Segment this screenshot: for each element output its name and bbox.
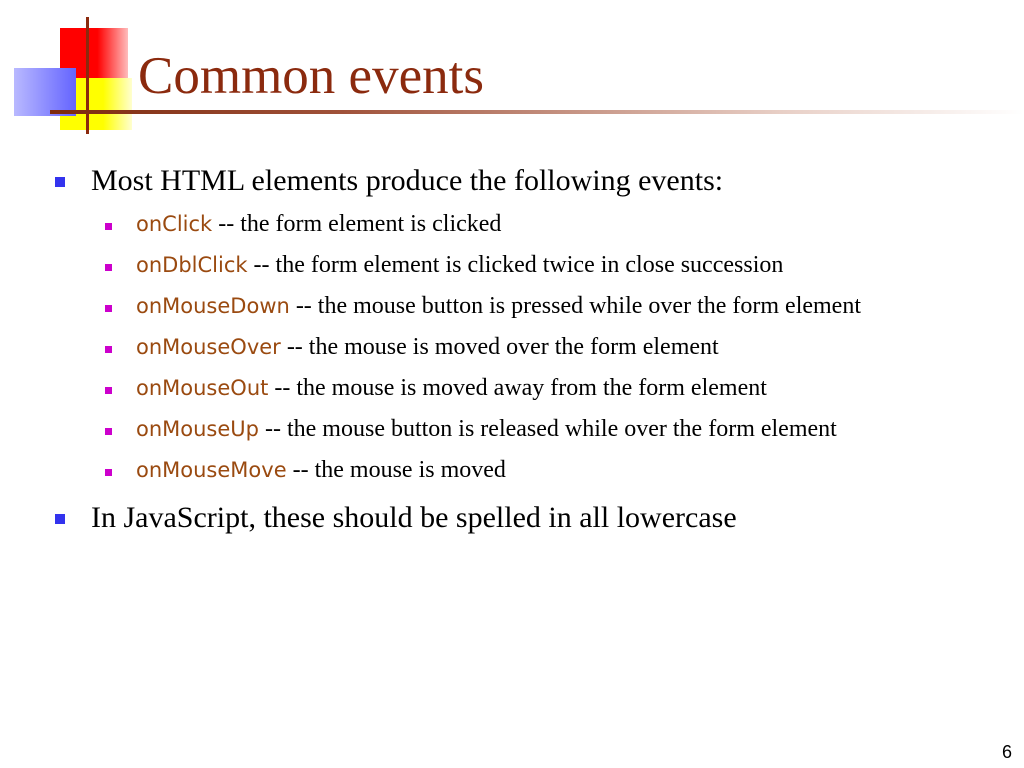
slide-title: Common events [138, 47, 484, 105]
sub-bullet-square-icon [105, 264, 112, 271]
sub-bullet-square-icon [105, 428, 112, 435]
sub-bullet-item [136, 417, 837, 441]
event-name: onMouseMove [136, 458, 287, 482]
bullet-text: In JavaScript, these should be spelled in all lowercase [91, 501, 737, 534]
event-name: onDblClick [136, 253, 248, 277]
vertical-rule-decoration [86, 17, 89, 134]
title-underline-rule [50, 110, 1024, 114]
event-name: onMouseUp [136, 417, 259, 441]
sub-bullet-item [136, 253, 783, 277]
sub-bullet-item [136, 335, 719, 359]
sub-bullet-square-icon [105, 305, 112, 312]
page-number: 6 [1001, 742, 1012, 762]
slide-logo-decoration [0, 0, 140, 140]
event-description: -- the form element is clicked twice in close succession [247, 252, 784, 278]
sub-bullet-square-icon [105, 469, 112, 476]
bullet-square-icon [55, 514, 65, 524]
event-description: -- the mouse button is pressed while over the form element [289, 293, 861, 319]
sub-bullet-item [136, 294, 861, 318]
event-name: onMouseDown [136, 294, 290, 318]
sub-bullet-item [136, 212, 501, 236]
event-name: onClick [136, 212, 213, 236]
event-description: -- the mouse is moved [286, 457, 506, 483]
event-description: -- the mouse is moved over the form element [280, 334, 719, 360]
event-description: -- the mouse is moved away from the form element [268, 375, 767, 401]
sub-bullet-item [136, 376, 767, 400]
event-description: -- the mouse button is released while over the form element [259, 416, 837, 442]
event-name: onMouseOut [136, 376, 269, 400]
event-name: onMouseOver [136, 335, 281, 359]
sub-bullet-square-icon [105, 223, 112, 230]
sub-bullet-square-icon [105, 346, 112, 353]
bullet-square-icon [55, 177, 65, 187]
blue-square-decoration [14, 68, 76, 116]
sub-bullet-item [136, 458, 506, 482]
bullet-text: Most HTML elements produce the following events: [91, 164, 724, 197]
sub-bullet-square-icon [105, 387, 112, 394]
event-description: -- the form element is clicked [212, 211, 502, 237]
